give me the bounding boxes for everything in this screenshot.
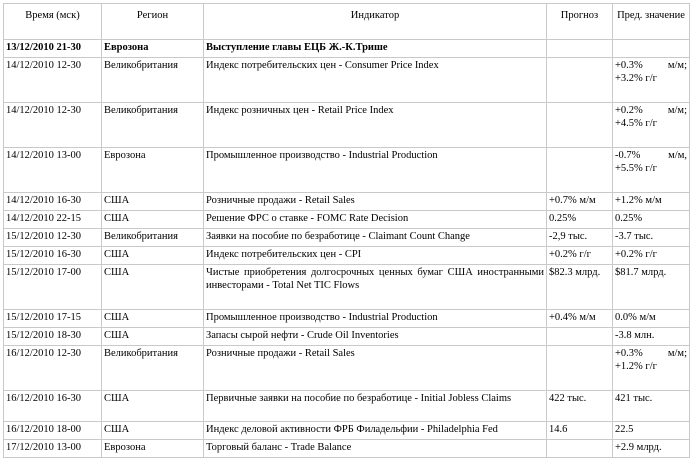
cell-forecast xyxy=(547,40,613,58)
table-row xyxy=(4,247,690,265)
table-row xyxy=(4,346,690,391)
cell-region: Великобритания xyxy=(102,58,204,103)
cell-indicator: Промышленное производство - Industrial Production xyxy=(204,310,547,328)
cell-previous: 421 тыс. xyxy=(613,391,690,422)
cell-time: 15/12/2010 18-30 xyxy=(4,328,102,346)
header-row xyxy=(4,4,690,40)
cell-time: 14/12/2010 22-15 xyxy=(4,211,102,229)
cell-indicator: Торговый баланс - Trade Balance xyxy=(204,440,547,458)
cell-region: США xyxy=(102,391,204,422)
cell-forecast xyxy=(547,103,613,148)
cell-previous: $81.7 млрд. xyxy=(613,265,690,310)
cell-region: Великобритания xyxy=(102,229,204,247)
cell-previous: +0.3% м/м; +3.2% г/г xyxy=(613,58,690,103)
cell-previous: 22.5 xyxy=(613,422,690,440)
cell-previous: 0.25% xyxy=(613,211,690,229)
cell-indicator: Решение ФРС о ставке - FOMC Rate Decision xyxy=(204,211,547,229)
cell-region: США xyxy=(102,193,204,211)
cell-indicator: Выступление главы ЕЦБ Ж.-К.Трише xyxy=(204,40,547,58)
cell-time: 15/12/2010 17-00 xyxy=(4,265,102,310)
table-row xyxy=(4,391,690,422)
cell-region: США xyxy=(102,211,204,229)
header-indicator: Индикатор xyxy=(204,4,547,40)
table-row xyxy=(4,58,690,103)
cell-time: 13/12/2010 21-30 xyxy=(4,40,102,58)
cell-indicator: Индекс розничных цен - Retail Price Index xyxy=(204,103,547,148)
table-row xyxy=(4,40,690,58)
cell-region: Еврозона xyxy=(102,148,204,193)
cell-forecast xyxy=(547,328,613,346)
table-row xyxy=(4,103,690,148)
cell-indicator: Розничные продажи - Retail Sales xyxy=(204,193,547,211)
table-row xyxy=(4,328,690,346)
cell-forecast: +0.2% г/г xyxy=(547,247,613,265)
cell-indicator: Промышленное производство - Industrial Production xyxy=(204,148,547,193)
cell-indicator: Запасы сырой нефти - Crude Oil Inventories xyxy=(204,328,547,346)
economic-calendar-table xyxy=(3,3,690,458)
cell-indicator: Заявки на пособие по безработице - Claimant Count Change xyxy=(204,229,547,247)
header-previous: Пред. значение xyxy=(613,4,690,40)
cell-forecast xyxy=(547,148,613,193)
cell-indicator: Розничные продажи - Retail Sales xyxy=(204,346,547,391)
cell-time: 16/12/2010 12-30 xyxy=(4,346,102,391)
cell-time: 16/12/2010 16-30 xyxy=(4,391,102,422)
cell-time: 15/12/2010 16-30 xyxy=(4,247,102,265)
cell-indicator: Чистые приобретения долгосрочных ценных бумаг США иностранными инвесторами - Total Net TIC Flows xyxy=(204,265,547,310)
cell-forecast xyxy=(547,346,613,391)
header-forecast: Прогноз xyxy=(547,4,613,40)
cell-region: США xyxy=(102,328,204,346)
cell-forecast: 14.6 xyxy=(547,422,613,440)
cell-previous: 0.0% м/м xyxy=(613,310,690,328)
cell-forecast: -2,9 тыс. xyxy=(547,229,613,247)
cell-previous: -3.7 тыс. xyxy=(613,229,690,247)
cell-region: США xyxy=(102,310,204,328)
cell-forecast: 0.25% xyxy=(547,211,613,229)
table-row xyxy=(4,440,690,458)
table-row xyxy=(4,211,690,229)
cell-time: 17/12/2010 13-00 xyxy=(4,440,102,458)
table-row xyxy=(4,265,690,310)
cell-time: 14/12/2010 12-30 xyxy=(4,58,102,103)
cell-region: США xyxy=(102,265,204,310)
table-row xyxy=(4,229,690,247)
cell-previous: +0.2% м/м; +4.5% г/г xyxy=(613,103,690,148)
header-time: Время (мск) xyxy=(4,4,102,40)
cell-indicator: Индекс потребительских цен - Consumer Price Index xyxy=(204,58,547,103)
cell-region: Великобритания xyxy=(102,346,204,391)
cell-forecast: +0.7% м/м xyxy=(547,193,613,211)
cell-time: 14/12/2010 16-30 xyxy=(4,193,102,211)
cell-forecast: +0.4% м/м xyxy=(547,310,613,328)
cell-previous: +0.2% г/г xyxy=(613,247,690,265)
cell-previous: +0.3% м/м; +1.2% г/г xyxy=(613,346,690,391)
cell-previous xyxy=(613,40,690,58)
table-row xyxy=(4,310,690,328)
table-row xyxy=(4,422,690,440)
cell-previous: -0.7% м/м, +5.5% г/г xyxy=(613,148,690,193)
cell-time: 16/12/2010 18-00 xyxy=(4,422,102,440)
cell-forecast: 422 тыс. xyxy=(547,391,613,422)
cell-previous: +1.2% м/м xyxy=(613,193,690,211)
cell-forecast: $82.3 млрд. xyxy=(547,265,613,310)
cell-region: США xyxy=(102,422,204,440)
cell-indicator: Первичные заявки на пособие по безработице - Initial Jobless Claims xyxy=(204,391,547,422)
cell-time: 15/12/2010 12-30 xyxy=(4,229,102,247)
cell-time: 14/12/2010 13-00 xyxy=(4,148,102,193)
cell-indicator: Индекс деловой активности ФРБ Филадельфии - Philadelphia Fed xyxy=(204,422,547,440)
cell-region: Еврозона xyxy=(102,40,204,58)
cell-indicator: Индекс потребительских цен - CPI xyxy=(204,247,547,265)
cell-time: 14/12/2010 12-30 xyxy=(4,103,102,148)
cell-previous: +2.9 млрд. xyxy=(613,440,690,458)
cell-region: Еврозона xyxy=(102,440,204,458)
table-row xyxy=(4,148,690,193)
cell-region: Великобритания xyxy=(102,103,204,148)
table-row xyxy=(4,193,690,211)
cell-region: США xyxy=(102,247,204,265)
header-region: Регион xyxy=(102,4,204,40)
cell-forecast xyxy=(547,440,613,458)
cell-time: 15/12/2010 17-15 xyxy=(4,310,102,328)
cell-forecast xyxy=(547,58,613,103)
cell-previous: -3.8 млн. xyxy=(613,328,690,346)
